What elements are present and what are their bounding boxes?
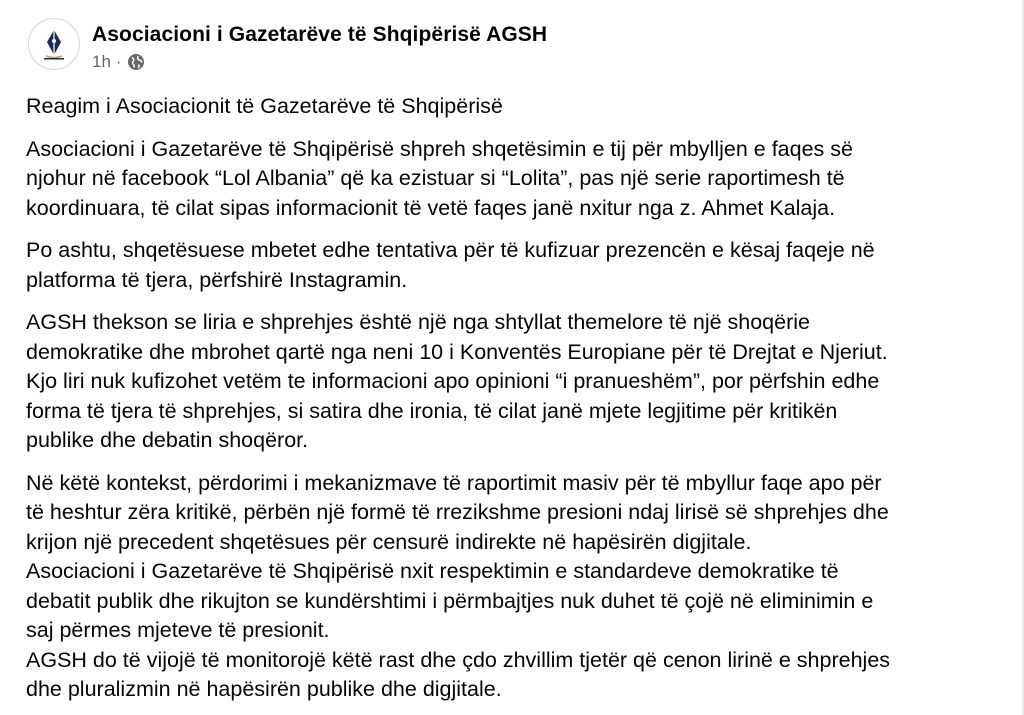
text-line: demokratike dhe mbrohet qartë nga neni 10 i Konventës Europiane për të Drejtat e Njeriut.: [26, 339, 888, 364]
post-time-row: [92, 52, 547, 72]
post-paragraph-1: [26, 135, 1001, 224]
globe-icon[interactable]: [127, 53, 145, 71]
text-line: Asociacioni i Gazetarëve të Shqipërisë nxit respektimin e standardeve demokratike të: [26, 559, 839, 583]
text-line: Asociacioni i Gazetarëve të Shqipërisë shpreh shqetësimin e tij për mbylljen e faqes së: [26, 136, 853, 161]
text-line: të heshtur zëra kritikë, përbën një formë të rrezikshme presioni ndaj lirisë së shprehjes dhe: [26, 500, 889, 524]
post-paragraph-4: [26, 469, 1001, 705]
post-body: [26, 92, 1001, 705]
post-timestamp[interactable]: 1h: [92, 52, 111, 71]
text-line: Kjo liri nuk kufizohet vetëm te informacioni apo opinioni “i pranueshëm”, por përfshin edhe: [26, 369, 880, 393]
text-line: njohur në facebook “Lol Albania” që ka ezistuar si “Lolita”, pas një serie raportimesh të: [26, 166, 845, 190]
text-line: platforma të tjera, përfshirë Instagramin.: [26, 267, 408, 292]
agsh-logo-icon: [32, 22, 76, 66]
page-name-link[interactable]: Asociacioni i Gazetarëve të Shqipërisë AGSH: [92, 23, 548, 46]
text-line: AGSH do të vijojë të monitorojë këtë rast dhe çdo zhvillim tjetër që cenon lirinë e shprehjes: [26, 647, 891, 672]
post-title: Reagim i Asociacionit të Gazetarëve të Shqipërisë: [26, 94, 503, 118]
post-meta: [92, 18, 547, 72]
text-line: krijon një precedent shqetësues për censurë indirekte në hapësirën digjitale.: [26, 529, 752, 554]
post-paragraph-2: [26, 236, 1001, 295]
separator-dot: ·: [115, 52, 122, 71]
text-line: publike dhe debatin shoqëror.: [26, 428, 309, 452]
text-line: Në këtë kontekst, përdorimi i mekanizmave të raportimit masiv për të mbyllur faqe apo për: [26, 470, 882, 495]
text-line: Po ashtu, shqetësuese mbetet edhe tentativa për të kufizuar prezencën e kësaj faqeje në: [26, 238, 875, 262]
post-header: [28, 18, 547, 72]
text-line: saj përmes mjeteve të presionit.: [26, 618, 330, 642]
text-line: dhe pluralizmin në hapësirën publike dhe digjitale.: [26, 677, 502, 701]
text-line: koordinuara, të cilat sipas informacionit të vetë faqes janë nxitur nga z. Ahmet Kalaja.: [26, 195, 836, 220]
page-avatar[interactable]: [28, 18, 80, 70]
text-line: debatit publik dhe rikujton se kundërshtimi i përmbajtjes nuk duhet të çojë në eliminimin e: [26, 588, 874, 613]
text-line: AGSH thekson se liria e shprehjes është një nga shtyllat themelore të një shoqërie: [26, 310, 810, 334]
post-paragraph-3: [26, 308, 1001, 456]
text-line: forma të tjera të shprehjes, si satira dhe ironia, të cilat janë mjete legjitime për kritikën: [26, 398, 838, 423]
